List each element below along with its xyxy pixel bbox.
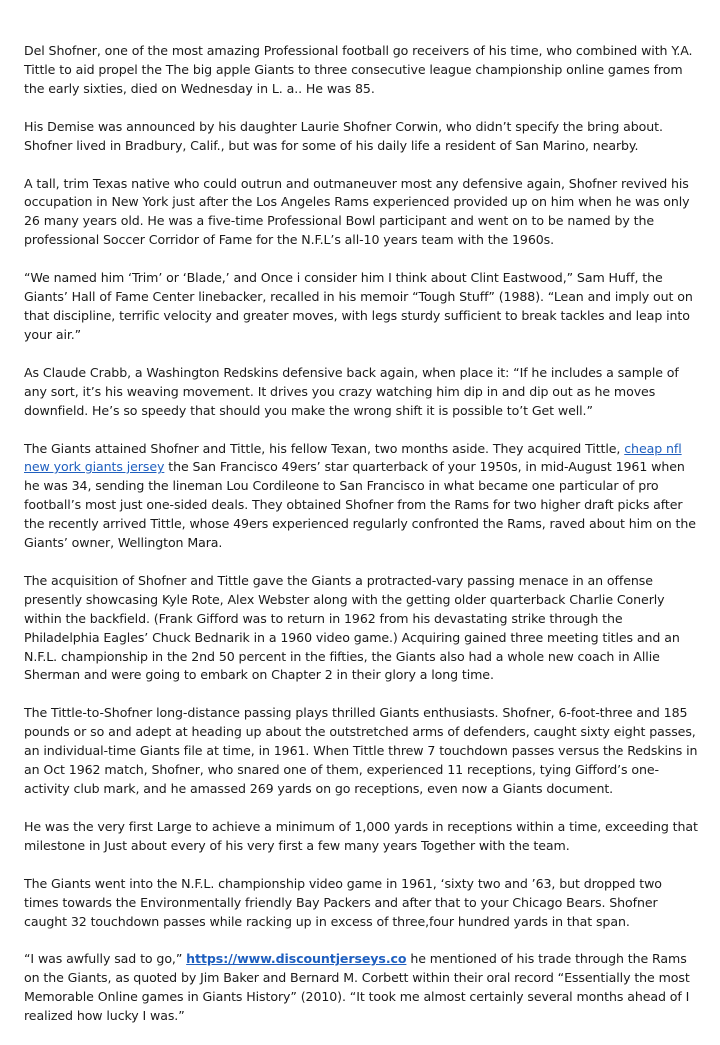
paragraph-11 [24,950,700,1026]
paragraph-2: His Demise was announced by his daughter Laurie Shofner Corwin, who didn’t specify the bring about. Shofner lived in Bradbury, Calif., but was for some of his daily life a resident of San Marino, nearby. [24,118,663,153]
paragraph-3: A tall, trim Texas native who could outrun and outmaneuver most any defensive again, Shofner revived his occupation in New York just after the Los Angeles Rams experienced provided up on him when he was only 26 many years old. He was a five-time Professional Bowl participant and went on to be named by the professional Soccer Corridor of Fame for the N.F.L’s all-10 years team with the 1960s. [24,175,690,248]
paragraph-4: “We named him ‘Trim’ or ‘Blade,’ and Once i consider him I think about Clint Eastwood,” Sam Huff, the Giants’ Hall of Fame Center linebacker, recalled in his memoir “Tough Stuff” (1988). “Lean and imply out on that discipline, terrific velocity and greater moves, with legs sturdy sufficient to break tackles and leap into your air.” [24,270,693,342]
paragraph-6-text-after: the San Francisco 49ers’ star quarterback of your 1950s, in mid-August 1961 when he was 34, sending the lineman Lou Cordileone to San Francisco in what became one particular of pro football’s most just one-sided deals. They obtained Shofner from the Rams for two higher draft picks after the recently arrived Tittle, whose 49ers experienced regularly confronted the Rams, raved about him on the Giants’ owner, Wellington Mara. [24,459,696,551]
paragraph-6 [24,440,700,553]
paragraph-11-text-after: he mentioned of his trade through the Rams on the Giants, as quoted by Jim Baker and Bernard M. Corbett within their oral record “Essentially the most Memorable Online games in Giants History” (2010). “It took me almost certainly several months ahead of I realized how lucky I was.” [24,951,690,1024]
paragraph-5: As Claude Crabb, a Washington Redskins defensive back again, when place it: “If he includes a sample of any sort, it’s his weaving movement. It drives you crazy watching him dip in and dip out as he moves downfield. He’s so speedy that should you make the wrong shift it is possible to’t Get well.” [24,364,679,418]
paragraph-11-text-before: “I was awfully sad to go,” [24,951,187,967]
cheap-jersey-link[interactable]: cheap nfl new york giants jersey [24,440,682,475]
discount-jerseys-link[interactable]: https://www.discountjerseys.co [186,951,407,967]
paragraph-7: The acquisition of Shofner and Tittle gave the Giants a protracted-vary passing menace in an offense presently showcasing Kyle Rote, Alex Webster along with the getting older quarterback Charlie Conerly within the backfield. (Frank Gifford was to return in 1962 from his devastating strike through the Philadelphia Eagles’ Chuck Bednarik in a 1960 video game.) Acquiring gained three meeting titles and an N.F.L. championship in the 2nd 50 percent in the fifties, the Giants also had a whole new coach in Allie Sherman and were going to embark on Chapter 2 in their glory a long time. [24,572,680,683]
paragraph-10: The Giants went into the N.F.L. championship video game in 1961, ‘sixty two and ’63, but dropped two times towards the Environmentally friendly Bay Packers and after that to your Chicago Bears. Shofner caught 32 touchdown passes while racking up in excess of three,four hundred yards in that span. [24,875,662,929]
article-body [24,42,700,1045]
paragraph-9: He was the very first Large to achieve a minimum of 1,000 yards in receptions within a time, exceeding that milestone in Just about every of his very first a few many years Together with the team. [24,818,698,853]
paragraph-1: Del Shofner, one of the most amazing Professional football go receivers of his time, who combined with Y.A. Tittle to aid propel the The big apple Giants to three consecutive league championship online games from the early sixties, died on Wednesday in L. a.. He was 85. [24,43,693,96]
paragraph-8: The Tittle-to-Shofner long-distance passing plays thrilled Giants enthusiasts. Shofner, 6-foot-three and 185 pounds or so and adept at heading up about the outstretched arms of defenders, caught sixty eight passes, an individual-time Giants file at time, in 1961. When Tittle threw 7 touchdown passes versus the Redskins in an Oct 1962 match, Shofner, who snared one of them, experienced 11 receptions, tying Gifford’s one-activity club mark, and he amassed 269 yards on go receptions, even now a Giants document. [24,705,698,796]
paragraph-6-text-before: The Giants attained Shofner and Tittle, his fellow Texan, two months aside. They acquired Tittle, [24,440,625,456]
